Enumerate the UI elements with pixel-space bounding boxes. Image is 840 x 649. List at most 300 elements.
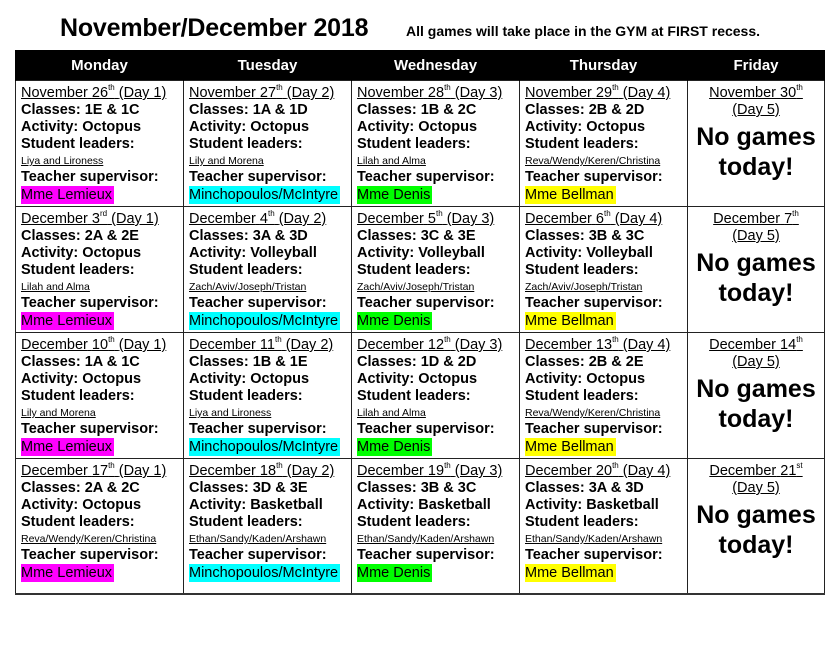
classes-line — [21, 228, 180, 245]
activity-value: Octopus — [82, 245, 142, 261]
teacher-supervisor-badge: Mme Bellman — [525, 565, 614, 581]
day-date — [357, 211, 516, 228]
date-month: December — [525, 463, 592, 479]
teacher-supervisor-badge: Mme Lemieux — [21, 313, 113, 329]
activity-label: Activity: — [357, 119, 419, 135]
teacher-supervisor-label: Teacher supervisor: — [189, 169, 327, 185]
teacher-supervisor-label: Teacher supervisor: — [189, 421, 327, 437]
classes-value: 1A & 1C — [84, 354, 140, 370]
date-day: 29 — [595, 85, 613, 101]
classes-line — [189, 480, 348, 497]
teacher-supervisor-badge: Mme Lemieux — [21, 565, 113, 581]
date-day: 17 — [91, 463, 109, 479]
day-date — [21, 211, 180, 228]
activity-line — [189, 245, 348, 262]
student-leaders-label: Student leaders: — [189, 136, 303, 152]
classes-value: 3B & 3C — [588, 228, 645, 244]
classes-value: 1A & 1D — [252, 102, 308, 118]
activity-label: Activity: — [21, 119, 83, 135]
teacher-supervisor-badge: Mme Bellman — [525, 187, 614, 203]
cycle-day: (Day 1) — [111, 211, 159, 227]
cycle-day: (Day 3) — [454, 85, 503, 101]
activity-value: Volleyball — [586, 245, 653, 261]
cycle-day: (Day 1) — [118, 337, 167, 353]
classes-value: 2B & 2D — [588, 102, 645, 118]
classes-label: Classes: — [21, 102, 85, 118]
activity-line — [357, 119, 516, 136]
date-day: 3 — [91, 211, 100, 227]
no-games-line-1: No games — [696, 123, 816, 151]
day-date — [525, 211, 684, 228]
classes-label: Classes: — [357, 228, 421, 244]
teacher-supervisor-label: Teacher supervisor: — [21, 169, 159, 185]
activity-line — [525, 497, 684, 514]
activity-value: Octopus — [418, 119, 478, 135]
classes-line — [525, 102, 684, 119]
date-suffix: th — [108, 335, 115, 344]
date-day: 28 — [427, 85, 445, 101]
classes-label: Classes: — [189, 228, 253, 244]
friday-cell-december-7 — [688, 207, 825, 333]
classes-label: Classes: — [357, 354, 421, 370]
activity-value: Octopus — [418, 371, 478, 387]
date-suffix: th — [444, 83, 451, 92]
cycle-day: (Day 2) — [286, 85, 335, 101]
teacher-supervisor-badge: Minchopoulos/McIntyre — [189, 565, 339, 581]
teacher-supervisor-label: Teacher supervisor: — [189, 295, 327, 311]
day-cell-december-4 — [184, 207, 352, 333]
student-leaders-label: Student leaders: — [21, 136, 135, 152]
day-cell-december-11 — [184, 333, 352, 459]
classes-line — [21, 480, 180, 497]
activity-label: Activity: — [21, 371, 83, 387]
activity-line — [21, 497, 180, 514]
classes-value: 3B & 3C — [420, 480, 477, 496]
day-date — [21, 463, 180, 480]
date-month: November — [525, 85, 592, 101]
week-row-3 — [16, 333, 825, 459]
no-games-line-1: No games — [696, 249, 816, 277]
classes-label: Classes: — [189, 102, 253, 118]
date-day: 19 — [427, 463, 445, 479]
student-leaders-value: Lilah and Alma — [21, 281, 90, 293]
activity-label: Activity: — [21, 497, 83, 513]
activity-line — [189, 371, 348, 388]
date-month: December — [525, 211, 592, 227]
date-day: 4 — [259, 211, 268, 227]
activity-value: Octopus — [82, 497, 142, 513]
teacher-supervisor-label: Teacher supervisor: — [357, 421, 495, 437]
activity-value: Volleyball — [418, 245, 485, 261]
date-suffix: th — [436, 209, 443, 218]
friday-date — [690, 337, 822, 371]
cycle-day: (Day 4) — [622, 85, 671, 101]
activity-line — [357, 371, 516, 388]
date-day: 21 — [780, 463, 797, 479]
friday-date — [690, 211, 822, 245]
no-games-line-2: today! — [718, 405, 794, 433]
activity-value: Octopus — [82, 371, 142, 387]
teacher-supervisor-badge: Mme Bellman — [525, 439, 614, 455]
student-leaders-label: Student leaders: — [357, 388, 471, 404]
classes-value: 3C & 3E — [420, 228, 476, 244]
date-suffix: th — [796, 83, 803, 92]
classes-line — [357, 480, 516, 497]
activity-line — [357, 497, 516, 514]
activity-value: Basketball — [250, 497, 323, 513]
day-cell-december-6 — [520, 207, 688, 333]
date-day: 27 — [259, 85, 277, 101]
cycle-day: (Day 2) — [285, 337, 334, 353]
cycle-day: (Day 5) — [732, 354, 780, 370]
activity-value: Volleyball — [250, 245, 317, 261]
teacher-supervisor-badge: Minchopoulos/McIntyre — [189, 313, 339, 329]
date-day: 11 — [259, 337, 275, 353]
no-games-message — [690, 374, 822, 434]
activity-label: Activity: — [357, 497, 419, 513]
classes-label: Classes: — [525, 228, 589, 244]
classes-label: Classes: — [21, 480, 85, 496]
student-leaders-value: Reva/Wendy/Keren/Christina — [21, 533, 157, 545]
teacher-supervisor-label: Teacher supervisor: — [21, 295, 159, 311]
day-date — [21, 85, 180, 102]
teacher-supervisor-label: Teacher supervisor: — [357, 547, 495, 563]
activity-line — [525, 371, 684, 388]
date-day: 12 — [427, 337, 445, 353]
student-leaders-value: Reva/Wendy/Keren/Christina — [525, 155, 661, 167]
day-date — [189, 463, 348, 480]
week-row-1 — [16, 81, 825, 207]
day-date — [357, 337, 516, 354]
teacher-supervisor-badge: Mme Denis — [357, 313, 431, 329]
date-suffix: th — [444, 461, 451, 470]
teacher-supervisor-badge: Mme Denis — [357, 187, 431, 203]
day-cell-december-20 — [520, 459, 688, 594]
student-leaders-value: Ethan/Sandy/Kaden/Arshawn — [525, 533, 663, 545]
student-leaders-label: Student leaders: — [525, 262, 639, 278]
date-day: 6 — [595, 211, 604, 227]
student-leaders-label: Student leaders: — [21, 388, 135, 404]
week-row-4 — [16, 459, 825, 594]
teacher-supervisor-label: Teacher supervisor: — [189, 547, 327, 563]
friday-date — [690, 85, 822, 119]
classes-line — [357, 354, 516, 371]
cycle-day: (Day 2) — [286, 463, 335, 479]
cycle-day: (Day 4) — [614, 211, 663, 227]
activity-label: Activity: — [189, 371, 251, 387]
student-leaders-value: Lilah and Alma — [357, 407, 426, 419]
classes-line — [189, 354, 348, 371]
student-leaders-value: Zach/Aviv/Joseph/Tristan — [525, 281, 643, 293]
day-date — [357, 463, 516, 480]
classes-line — [21, 102, 180, 119]
teacher-supervisor-badge: Mme Denis — [357, 439, 431, 455]
activity-label: Activity: — [525, 245, 587, 261]
activity-label: Activity: — [357, 245, 419, 261]
activity-line — [189, 497, 348, 514]
column-header-tuesday: Tuesday — [184, 50, 352, 81]
page-header — [0, 14, 840, 50]
classes-value: 3D & 3E — [252, 480, 308, 496]
date-suffix: th — [796, 335, 803, 344]
classes-line — [21, 354, 180, 371]
schedule-calendar — [15, 50, 825, 595]
date-month: November — [21, 85, 88, 101]
column-header-friday: Friday — [688, 50, 825, 81]
date-day: 30 — [780, 85, 797, 101]
cycle-day: (Day 5) — [732, 228, 780, 244]
day-date — [189, 337, 348, 354]
date-suffix: th — [612, 335, 619, 344]
date-day: 5 — [427, 211, 436, 227]
student-leaders-value: Reva/Wendy/Keren/Christina — [525, 407, 661, 419]
classes-value: 3A & 3D — [588, 480, 644, 496]
cycle-day: (Day 4) — [622, 337, 671, 353]
student-leaders-value: Lily and Morena — [189, 155, 264, 167]
date-suffix: th — [268, 209, 275, 218]
day-cell-december-18 — [184, 459, 352, 594]
activity-line — [525, 245, 684, 262]
date-suffix: th — [792, 209, 799, 218]
date-month: December — [189, 211, 256, 227]
date-suffix: th — [612, 461, 619, 470]
activity-value: Basketball — [418, 497, 491, 513]
classes-label: Classes: — [525, 102, 589, 118]
classes-value: 2A & 2C — [84, 480, 140, 496]
cycle-day: (Day 1) — [118, 85, 167, 101]
classes-value: 1E & 1C — [84, 102, 140, 118]
week-row-2 — [16, 207, 825, 333]
teacher-supervisor-label: Teacher supervisor: — [357, 295, 495, 311]
no-games-line-2: today! — [718, 153, 794, 181]
date-suffix: th — [276, 461, 283, 470]
date-suffix: th — [276, 83, 283, 92]
date-day: 20 — [595, 463, 613, 479]
student-leaders-value: Lilah and Alma — [357, 155, 426, 167]
date-month: December — [21, 463, 88, 479]
day-date — [21, 337, 180, 354]
day-cell-november-26 — [16, 81, 184, 207]
day-date — [525, 337, 684, 354]
cycle-day: (Day 3) — [454, 463, 503, 479]
teacher-supervisor-badge: Mme Bellman — [525, 313, 614, 329]
student-leaders-value: Lily and Morena — [21, 407, 96, 419]
no-games-message — [690, 248, 822, 308]
date-day: 26 — [91, 85, 109, 101]
activity-label: Activity: — [21, 245, 83, 261]
cycle-day: (Day 2) — [278, 211, 327, 227]
date-suffix: st — [796, 461, 803, 470]
date-month: November — [357, 85, 424, 101]
student-leaders-label: Student leaders: — [357, 514, 471, 530]
date-suffix: th — [612, 83, 619, 92]
classes-line — [525, 480, 684, 497]
activity-value: Octopus — [250, 119, 310, 135]
classes-label: Classes: — [21, 354, 85, 370]
student-leaders-label: Student leaders: — [21, 262, 135, 278]
date-month: December — [713, 211, 781, 227]
day-date — [525, 463, 684, 480]
activity-label: Activity: — [189, 119, 251, 135]
teacher-supervisor-label: Teacher supervisor: — [525, 169, 663, 185]
schedule-note: All games will take place in the GYM at FIRST recess. — [406, 23, 761, 39]
activity-line — [525, 119, 684, 136]
activity-value: Octopus — [250, 371, 310, 387]
classes-line — [357, 102, 516, 119]
no-games-line-1: No games — [696, 501, 816, 529]
activity-value: Octopus — [586, 371, 646, 387]
classes-label: Classes: — [357, 480, 421, 496]
day-cell-december-13 — [520, 333, 688, 459]
day-cell-december-12 — [352, 333, 520, 459]
column-header-thursday: Thursday — [520, 50, 688, 81]
date-month: December — [357, 463, 424, 479]
classes-label: Classes: — [189, 354, 253, 370]
activity-label: Activity: — [525, 371, 587, 387]
classes-label: Classes: — [357, 102, 421, 118]
page-title: November/December 2018 — [60, 14, 369, 42]
student-leaders-value: Liya and Lironess — [21, 155, 104, 167]
student-leaders-label: Student leaders: — [189, 514, 303, 530]
student-leaders-value: Ethan/Sandy/Kaden/Arshawn — [189, 533, 327, 545]
day-cell-december-5 — [352, 207, 520, 333]
teacher-supervisor-label: Teacher supervisor: — [21, 547, 159, 563]
student-leaders-label: Student leaders: — [357, 262, 471, 278]
date-day: 14 — [780, 337, 797, 353]
activity-label: Activity: — [525, 497, 587, 513]
date-month: December — [189, 337, 256, 353]
activity-line — [357, 245, 516, 262]
date-month: December — [21, 211, 88, 227]
day-cell-december-19 — [352, 459, 520, 594]
day-date — [189, 211, 348, 228]
friday-cell-november-30 — [688, 81, 825, 207]
teacher-supervisor-label: Teacher supervisor: — [525, 421, 663, 437]
student-leaders-value: Liya and Lironess — [189, 407, 272, 419]
activity-label: Activity: — [189, 497, 251, 513]
activity-line — [21, 245, 180, 262]
classes-label: Classes: — [525, 354, 589, 370]
date-month: December — [709, 337, 777, 353]
classes-line — [525, 354, 684, 371]
classes-label: Classes: — [525, 480, 589, 496]
student-leaders-value: Ethan/Sandy/Kaden/Arshawn — [357, 533, 495, 545]
classes-value: 1B & 2C — [420, 102, 477, 118]
date-month: December — [189, 463, 256, 479]
classes-value: 1B & 1E — [252, 354, 308, 370]
cycle-day: (Day 4) — [622, 463, 671, 479]
student-leaders-label: Student leaders: — [525, 136, 639, 152]
teacher-supervisor-label: Teacher supervisor: — [525, 295, 663, 311]
day-cell-november-29 — [520, 81, 688, 207]
cycle-day: (Day 1) — [118, 463, 167, 479]
no-games-message — [690, 122, 822, 182]
classes-line — [357, 228, 516, 245]
cycle-day: (Day 5) — [732, 102, 780, 118]
activity-value: Basketball — [586, 497, 659, 513]
date-month: December — [357, 211, 424, 227]
date-month: November — [189, 85, 256, 101]
column-header-monday: Monday — [16, 50, 184, 81]
day-cell-november-27 — [184, 81, 352, 207]
student-leaders-label: Student leaders: — [357, 136, 471, 152]
classes-line — [189, 228, 348, 245]
classes-label: Classes: — [21, 228, 85, 244]
day-date — [189, 85, 348, 102]
classes-label: Classes: — [189, 480, 253, 496]
date-suffix: th — [108, 83, 115, 92]
day-cell-december-3 — [16, 207, 184, 333]
date-month: November — [709, 85, 777, 101]
weekday-header-row — [16, 50, 825, 81]
activity-value: Octopus — [586, 119, 646, 135]
day-cell-december-17 — [16, 459, 184, 594]
cycle-day: (Day 5) — [732, 480, 780, 496]
activity-value: Octopus — [82, 119, 142, 135]
teacher-supervisor-badge: Minchopoulos/McIntyre — [189, 187, 339, 203]
teacher-supervisor-label: Teacher supervisor: — [21, 421, 159, 437]
friday-cell-december-21 — [688, 459, 825, 594]
classes-value: 2B & 2E — [588, 354, 644, 370]
date-month: December — [709, 463, 777, 479]
student-leaders-label: Student leaders: — [21, 514, 135, 530]
activity-label: Activity: — [357, 371, 419, 387]
classes-value: 1D & 2D — [420, 354, 477, 370]
friday-cell-december-14 — [688, 333, 825, 459]
date-suffix: th — [444, 335, 451, 344]
date-day: 10 — [91, 337, 109, 353]
student-leaders-value: Zach/Aviv/Joseph/Tristan — [357, 281, 475, 293]
activity-label: Activity: — [525, 119, 587, 135]
date-month: December — [21, 337, 88, 353]
date-suffix: th — [274, 335, 282, 344]
date-month: December — [357, 337, 424, 353]
student-leaders-label: Student leaders: — [525, 514, 639, 530]
day-cell-november-28 — [352, 81, 520, 207]
teacher-supervisor-badge: Mme Denis — [357, 565, 431, 581]
cycle-day: (Day 3) — [446, 211, 495, 227]
cycle-day: (Day 3) — [454, 337, 503, 353]
classes-line — [189, 102, 348, 119]
date-day: 7 — [784, 211, 793, 227]
activity-line — [21, 119, 180, 136]
date-suffix: rd — [100, 209, 108, 218]
classes-value: 3A & 3D — [252, 228, 308, 244]
no-games-line-2: today! — [718, 531, 794, 559]
classes-value: 2A & 2E — [84, 228, 139, 244]
teacher-supervisor-label: Teacher supervisor: — [525, 547, 663, 563]
activity-line — [21, 371, 180, 388]
teacher-supervisor-badge: Mme Lemieux — [21, 187, 113, 203]
date-suffix: th — [604, 209, 611, 218]
teacher-supervisor-label: Teacher supervisor: — [357, 169, 495, 185]
no-games-line-1: No games — [696, 375, 816, 403]
date-month: December — [525, 337, 592, 353]
teacher-supervisor-badge: Minchopoulos/McIntyre — [189, 439, 339, 455]
student-leaders-value: Zach/Aviv/Joseph/Tristan — [189, 281, 307, 293]
student-leaders-label: Student leaders: — [189, 262, 303, 278]
date-day: 18 — [259, 463, 277, 479]
activity-line — [189, 119, 348, 136]
no-games-line-2: today! — [718, 279, 794, 307]
day-date — [357, 85, 516, 102]
day-cell-december-10 — [16, 333, 184, 459]
teacher-supervisor-badge: Mme Lemieux — [21, 439, 113, 455]
student-leaders-label: Student leaders: — [189, 388, 303, 404]
date-day: 13 — [595, 337, 613, 353]
activity-label: Activity: — [189, 245, 251, 261]
column-header-wednesday: Wednesday — [352, 50, 520, 81]
